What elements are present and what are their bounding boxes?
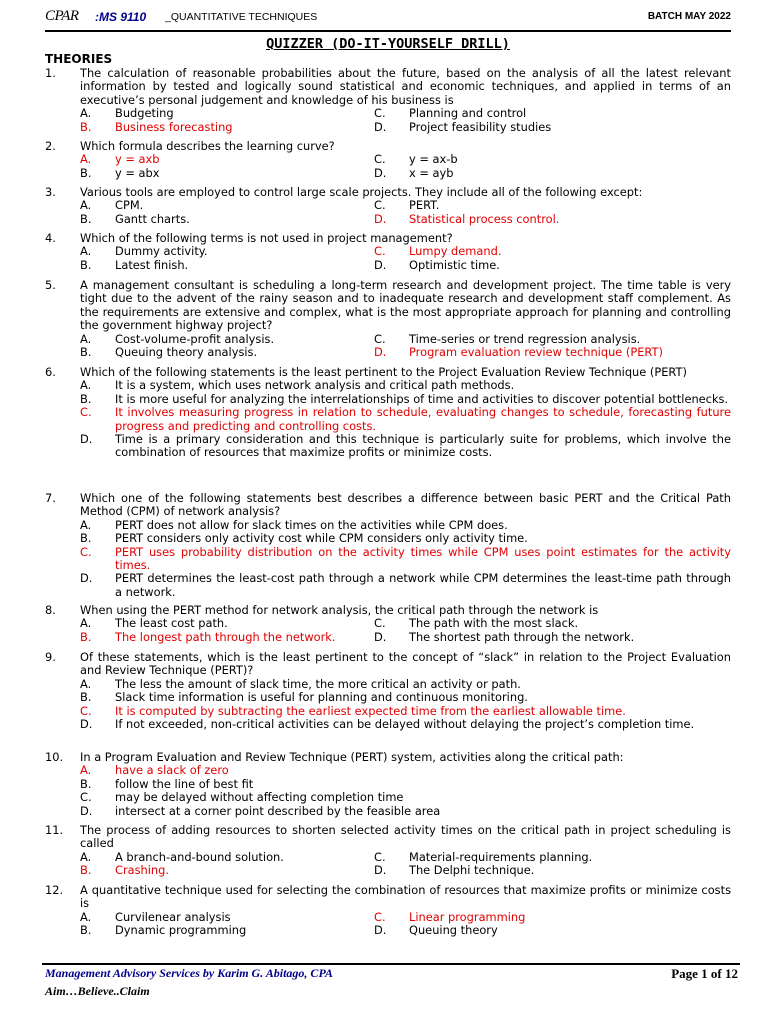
option [374, 107, 766, 120]
question-stem: A management consultant is scheduling a long-term research and development project. The time table is very tight due to the advent of the rainy season and to inadequate research and development staff complement. As the requirements are extensive and complex, what is the most appropriate approach for planning and controlling the government highway project? [80, 278, 731, 333]
options-list [80, 617, 731, 644]
answer-option [80, 864, 374, 877]
option [80, 718, 731, 731]
option-text: The Delphi technique. [409, 863, 535, 878]
question-stem: The calculation of reasonable probabilities about the future, based on the analysis of all the latest relevant information by tested and logically sound statistical and economic techniques, and applied in terms of an executive’s personal judgement and knowledge of his business is [80, 66, 731, 107]
answer-option [374, 346, 766, 359]
option [374, 617, 766, 630]
question-item [45, 824, 731, 878]
question-number: 2. [45, 139, 56, 153]
option-text: Lumpy demand. [409, 244, 502, 259]
option-text: PERT determines the least-cost path through a network while CPM determines the least-time path through a network. [115, 571, 731, 599]
option [80, 333, 374, 346]
question-stem: A quantitative technique used for selecting the combination of resources that maximize profits or minimize costs is [80, 883, 731, 911]
option-text: Crashing. [115, 863, 170, 878]
option [80, 107, 374, 120]
option [80, 532, 731, 545]
option-letter: B. [80, 119, 92, 134]
option-letter: C. [374, 152, 386, 167]
option-letter: D. [374, 165, 387, 180]
option [80, 617, 374, 630]
question-number: 9. [45, 650, 56, 664]
option [374, 333, 766, 346]
question-item [45, 651, 731, 731]
option-text: Curvilenear analysis [115, 909, 231, 924]
option-text: The longest path through the network. [115, 629, 336, 644]
question-number: 5. [45, 278, 56, 292]
answer-option [80, 153, 374, 166]
question-item [45, 67, 731, 134]
option-text: Time is a primary consideration and this technique is particularly suite for problems, which involve the combination of resources that maximize profits or minimize costs. [115, 432, 731, 460]
options-list [80, 333, 731, 360]
option-letter: D. [374, 257, 387, 272]
option-text: PERT considers only activity cost while CPM considers only activity time. [115, 531, 528, 546]
option-text: Statistical process control. [409, 211, 560, 226]
option-text: It is a system, which uses network analysis and critical path methods. [115, 378, 515, 393]
option-text: Dynamic programming [115, 923, 247, 938]
answer-option [80, 406, 731, 433]
question-stem: In a Program Evaluation and Review Technique (PERT) system, activities along the critical path: [80, 750, 624, 764]
option-letter: C. [80, 703, 92, 718]
option [80, 379, 731, 392]
option-letter: B. [80, 391, 92, 406]
option-letter: B. [80, 629, 92, 644]
question-item [45, 492, 731, 599]
option-text: follow the line of best fit [115, 776, 254, 791]
option-letter: A. [80, 909, 92, 924]
option [80, 199, 374, 212]
option-text: Queuing theory analysis. [115, 345, 258, 360]
option-letter: A. [80, 849, 92, 864]
option-letter: A. [80, 676, 92, 691]
option-letter: C. [374, 616, 386, 631]
option-text: y = axb [115, 152, 160, 167]
option [80, 245, 374, 258]
option [80, 691, 731, 704]
option-text: Latest finish. [115, 257, 189, 272]
option-text: Slack time information is useful for planning and continuous monitoring. [115, 690, 528, 705]
question-number: 3. [45, 185, 56, 199]
option-letter: C. [80, 790, 92, 805]
answer-option [80, 705, 731, 718]
option [374, 851, 766, 864]
option-letter: D. [80, 432, 93, 447]
options-list [80, 678, 731, 732]
page-title: QUIZZER (DO-IT-YOURSELF DRILL) [266, 36, 510, 52]
footer-divider [42, 963, 740, 965]
options-list [80, 851, 731, 878]
option [80, 791, 731, 804]
option [374, 864, 766, 877]
option-letter: A. [80, 106, 92, 121]
option-text: Optimistic time. [409, 257, 500, 272]
answer-option [374, 213, 766, 226]
option-letter: B. [80, 776, 92, 791]
question-item [45, 366, 731, 460]
options-list [80, 245, 731, 272]
option-text: Planning and control [409, 106, 527, 121]
question-item [45, 279, 731, 359]
option-letter: B. [80, 257, 92, 272]
option [80, 259, 374, 272]
question-number: 4. [45, 231, 56, 245]
question-number: 1. [45, 66, 56, 80]
option [80, 805, 731, 818]
answer-option [80, 546, 731, 573]
option-text: y = abx [115, 165, 160, 180]
question-item [45, 140, 731, 180]
option [80, 346, 374, 359]
question-stem: When using the PERT method for network analysis, the critical path through the network is [80, 603, 599, 617]
question-number: 10. [45, 750, 64, 764]
option-letter: D. [374, 211, 387, 226]
option-letter: B. [80, 863, 92, 878]
option-text: have a slack of zero [115, 763, 229, 778]
question-number: 11. [45, 823, 64, 837]
option [374, 631, 766, 644]
option [80, 572, 731, 599]
option [80, 678, 731, 691]
option-letter: B. [80, 923, 92, 938]
option [374, 167, 766, 180]
option-letter: B. [80, 165, 92, 180]
option [374, 259, 766, 272]
option-text: A branch-and-bound solution. [115, 849, 284, 864]
option-letter: C. [374, 909, 386, 924]
option-letter: A. [80, 244, 92, 259]
option-letter: C. [374, 198, 386, 213]
option-letter: D. [80, 803, 93, 818]
question-number: 12. [45, 883, 64, 897]
option-letter: A. [80, 517, 92, 532]
option-letter: B. [80, 345, 92, 360]
answer-option [374, 911, 766, 924]
option-text: Queuing theory [409, 923, 498, 938]
header-cpar-logo: CPAR [45, 8, 79, 24]
section-heading: THEORIES [45, 52, 113, 66]
option-text: It is more useful for analyzing the interrelationships of time and activities to discover potential bottlenecks. [115, 391, 729, 406]
question-stem: Which formula describes the learning curve? [80, 139, 335, 153]
option-letter: C. [80, 544, 92, 559]
option [80, 167, 374, 180]
option [80, 393, 731, 406]
option-text: intersect at a corner point described by the feasible area [115, 803, 441, 818]
option-letter: B. [80, 211, 92, 226]
option-letter: A. [80, 763, 92, 778]
option-text: It involves measuring progress in relation to schedule, evaluating changes to schedule, forecasting future progress and predicting and controlling costs. [115, 405, 731, 433]
question-stem: Of these statements, which is the least pertinent to the concept of “slack” in relation to the Project Evaluation and Review Technique (PERT)? [80, 650, 731, 678]
option [80, 778, 731, 791]
question-item [45, 751, 731, 818]
option-text: x = ayb [409, 165, 454, 180]
option-letter: D. [374, 923, 387, 938]
options-list [80, 153, 731, 180]
question-stem: Various tools are employed to control large scale projects. They include all of the following except: [80, 185, 643, 199]
option-text: The less the amount of slack time, the more critical an activity or path. [115, 676, 521, 691]
option [374, 924, 766, 937]
option [80, 519, 731, 532]
option-text: Dummy activity. [115, 244, 208, 259]
option [80, 213, 374, 226]
option-text: PERT uses probability distribution on the activity times while CPM uses point estimates for the activity times. [115, 544, 731, 573]
option-text: It is computed by subtracting the earliest expected time from the earliest allowable time. [115, 703, 626, 718]
option-letter: B. [80, 531, 92, 546]
option-text: The least cost path. [115, 616, 228, 631]
option-letter: D. [374, 863, 387, 878]
footer-author: Management Advisory Services by Karim G. Abitago, CPA [45, 966, 333, 980]
option-letter: C. [80, 405, 92, 420]
option-letter: A. [80, 378, 92, 393]
answer-option [80, 764, 731, 777]
option [80, 911, 374, 924]
option-text: Business forecasting [115, 119, 233, 134]
page-number: Page 1 of 12 [671, 966, 738, 981]
option-text: Budgeting [115, 106, 174, 121]
question-stem: Which of the following terms is not used in project management? [80, 231, 453, 245]
option [374, 153, 766, 166]
question-stem: The process of adding resources to shorten selected activity times on the critical path in project scheduling is called [80, 823, 731, 851]
page-header [45, 8, 731, 32]
option [374, 199, 766, 212]
answer-option [80, 631, 374, 644]
option-text: Material-requirements planning. [409, 849, 593, 864]
option-text: If not exceeded, non-critical activities can be delayed without delaying the project’s completion time. [115, 717, 695, 732]
question-item [45, 232, 731, 272]
question-stem: Which one of the following statements best describes a difference between basic PERT and the Critical Path Method (CPM) of network analysis? [80, 491, 731, 519]
option-letter: A. [80, 616, 92, 631]
header-course-code: :MS 9110 [95, 10, 147, 24]
option [80, 433, 731, 460]
option-letter: C. [374, 106, 386, 121]
option-letter: D. [374, 119, 387, 134]
option-text: Linear programming [409, 909, 526, 924]
option-letter: A. [80, 331, 92, 346]
question-number: 7. [45, 491, 56, 505]
option [80, 851, 374, 864]
options-list [80, 379, 731, 459]
option-letter: A. [80, 152, 92, 167]
options-list [80, 107, 731, 134]
option-text: The shortest path through the network. [409, 629, 635, 644]
answer-option [374, 245, 766, 258]
option-letter: B. [80, 690, 92, 705]
question-item [45, 884, 731, 938]
options-list [80, 911, 731, 938]
option-text: Cost-volume-profit analysis. [115, 331, 275, 346]
footer-motto: Aim…Believe..Claim [45, 984, 150, 998]
option-text: CPM. [115, 198, 144, 213]
option-letter: C. [374, 849, 386, 864]
option-text: The path with the most slack. [409, 616, 579, 631]
option [374, 121, 766, 134]
option-letter: D. [80, 717, 93, 732]
option-letter: D. [374, 629, 387, 644]
option-text: PERT does not allow for slack times on the activities while CPM does. [115, 517, 508, 532]
option-letter: D. [374, 345, 387, 360]
question-number: 6. [45, 365, 56, 379]
question-number: 8. [45, 603, 56, 617]
option-text: may be delayed without affecting completion time [115, 790, 404, 805]
question-stem: Which of the following statements is the least pertinent to the Project Evaluation Review Technique (PERT) [80, 365, 687, 379]
options-list [80, 764, 731, 818]
option-text: y = ax-b [409, 152, 458, 167]
option-letter: D. [80, 571, 93, 586]
answer-option [80, 121, 374, 134]
options-list [80, 519, 731, 599]
option-text: PERT. [409, 198, 440, 213]
header-batch: BATCH MAY 2022 [647, 11, 731, 22]
header-subject: _QUANTITATIVE TECHNIQUES [165, 11, 318, 23]
option-text: Project feasibility studies [409, 119, 552, 134]
option-letter: C. [374, 244, 386, 259]
option-letter: A. [80, 198, 92, 213]
question-item [45, 604, 731, 644]
question-item [45, 186, 731, 226]
option-text: Time-series or trend regression analysis. [409, 331, 641, 346]
options-list [80, 199, 731, 226]
option-letter: C. [374, 331, 386, 346]
option-text: Program evaluation review technique (PERT) [409, 345, 663, 360]
option [80, 924, 374, 937]
option-text: Gantt charts. [115, 211, 190, 226]
